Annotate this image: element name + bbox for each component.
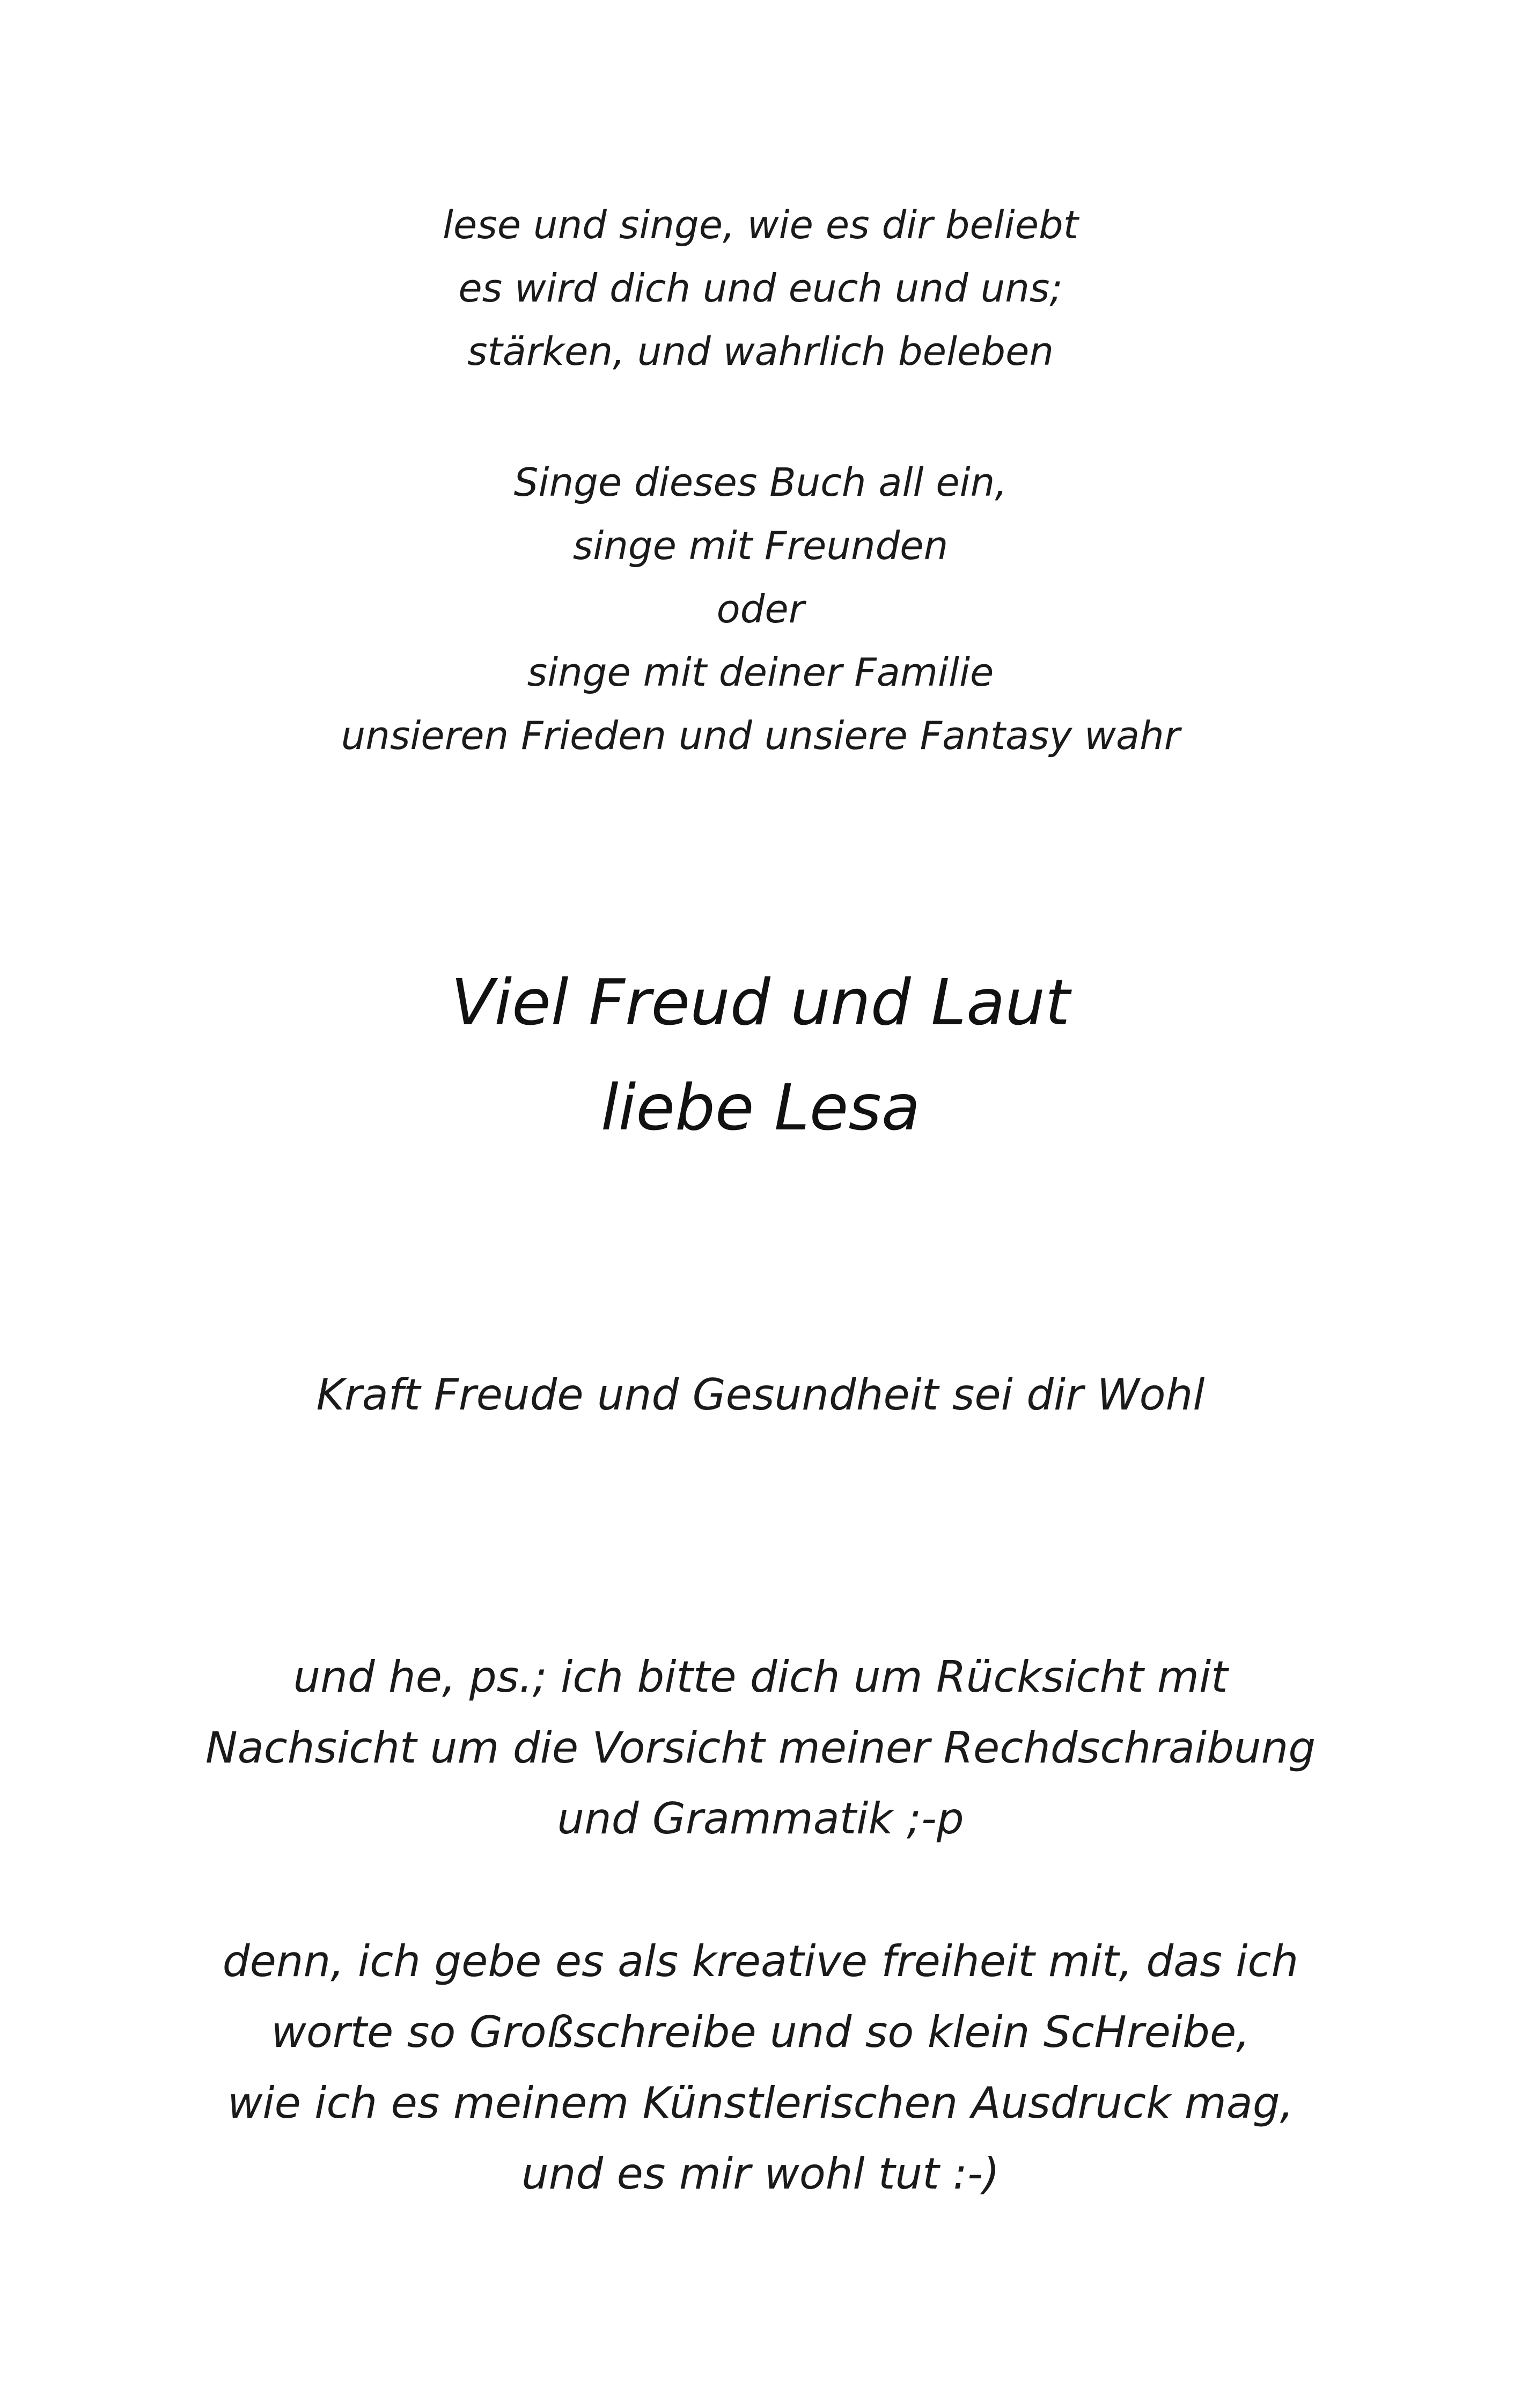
verse-block-1 [0,193,1521,383]
closing-line: wie ich es meinem Künstlerischen Ausdruck mag, [227,2078,1294,2128]
closing-line: worte so Großschreibe und so klein ScHreibe, [271,2007,1250,2057]
verse-line: singe mit Freunden [572,523,949,568]
verse-line: singe mit deiner Familie [527,650,994,695]
closing-block [0,1926,1521,2209]
wish-line [0,1360,1521,1430]
closing-line: und es mir wohl tut :-) [521,2149,1000,2199]
verse-line: unsieren Frieden und unsiere Fantasy wahr [341,713,1180,758]
verse-line: Singe dieses Buch all ein, [513,460,1008,505]
postscript-line: und Grammatik ;-p [557,1794,964,1844]
postscript-line: Nachsicht um die Vorsicht meiner Rechdschraibung [205,1723,1316,1773]
greeting-line: Viel Freud und Laut [451,965,1070,1039]
verse-line: oder [716,586,805,632]
postscript-block [0,1642,1521,1854]
greeting-heading [0,950,1521,1160]
closing-line: denn, ich gebe es als kreative freiheit mit, das ich [222,1936,1299,1986]
wish-text: Kraft Freude und Gesundheit sei dir Wohl [316,1370,1205,1420]
verse-line: lese und singe, wie es dir beliebt [443,202,1078,247]
verse-block-2 [0,451,1521,767]
verse-line: es wird dich und euch und uns; [458,266,1063,311]
postscript-line: und he, ps.; ich bitte dich um Rücksicht mit [293,1652,1228,1702]
verse-line: stärken, und wahrlich beleben [467,329,1054,374]
greeting-line: liebe Lesa [600,1070,921,1144]
